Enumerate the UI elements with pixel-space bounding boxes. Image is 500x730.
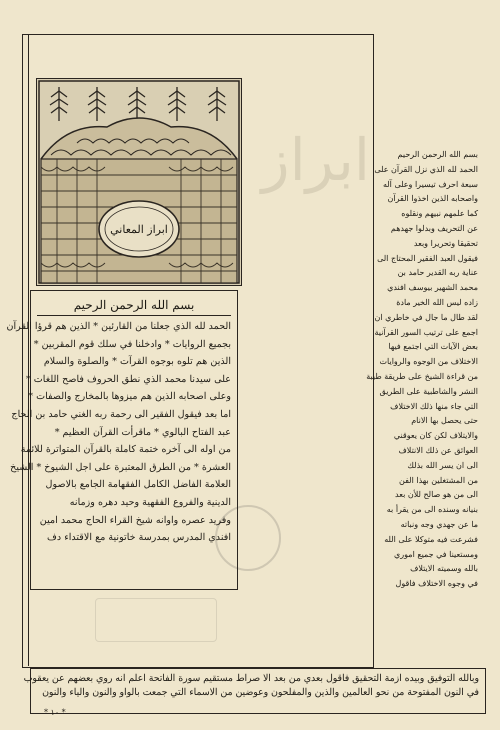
- finial-2: [88, 87, 106, 121]
- side-text-line: من المشتغلين بهذا الفن: [399, 475, 478, 485]
- main-text-line: بجميع الروايات * وادخلنا في سلك قوم المقربين *: [33, 338, 231, 350]
- side-text-line: من قراءة الشيخ على طريقة طيبة: [366, 371, 478, 381]
- side-text-line: واصحابه الذين اخذوا القرآن: [387, 194, 478, 204]
- main-text-line: الدينية والفروع الفقهية وحيد دهره وزمانه: [69, 496, 231, 508]
- side-text-line: لقد طال ما جال في خاطري ان: [374, 312, 478, 322]
- main-text-line: افندي المدرس بمدرسة خاتونية مع الاقتداء دف: [46, 532, 231, 544]
- main-text-line: الحمد لله الذي جعلنا من القارئين * الذين هم قرؤا القرآن: [6, 321, 231, 332]
- side-text-line: بنيانه وسنده الى من يقرأ به: [386, 505, 478, 515]
- main-text-line: اما بعد فيقول الفقير الى رحمة ربه الغني حامد بن الحاج: [11, 408, 231, 420]
- main-text-line: وفريد عصره واوانه شيخ القراء الحاج محمد امين: [39, 514, 231, 526]
- cartouche-title: ابراز المعاني: [110, 223, 168, 236]
- margin-rule: [28, 34, 29, 666]
- side-text-line: الى ان يسر الله بذلك: [407, 460, 478, 470]
- main-text-line: العشرة * من الطرق المعتبرة على اجل الشيوخ * الشيخ: [10, 461, 231, 473]
- side-text-line: سبعة احرف تيسيرا وعلى آله: [382, 179, 478, 189]
- main-text-box: [6, 290, 238, 590]
- side-text-line: الحمد لله الذي نزل القرآن على: [374, 164, 478, 174]
- main-text-line: العلامة الفاضل الكامل الفقهامة الجامع بالاصول: [45, 479, 231, 491]
- side-text-line: النشر والشاطبية على الطريق: [379, 386, 478, 396]
- footer-marker: * ١٠ *: [44, 708, 66, 717]
- ornament-artwork: [37, 79, 241, 285]
- side-text-line: والايتلاف لكن كان يعوقني: [393, 431, 478, 441]
- side-text-line: حتى يحصل بها الانام: [411, 416, 478, 426]
- side-text-line: محمد الشهير بيوسف افندي: [387, 283, 478, 293]
- bleed-through-title: ابراز: [261, 126, 370, 194]
- footer-text-line: وبالله التوفيق وبيده ازمة التحقيق فاقول بعدي من بعد الا صراط مستقيم سورة الفاتحة اعلم انه روي بعضهم عن يعقوب: [23, 673, 479, 684]
- main-text-line: وعلى اصحابه الذين هم ميزوها بالمخارج والصفات *: [28, 391, 231, 403]
- footer-text-line: في النون المفتوحة من نحو العالمين والذين والمفلحون وعوضين من الاسماء التي جمعت بالواو والنون والياء والنون: [42, 687, 479, 698]
- basmala-heading: بسم الله الرحمن الرحيم: [37, 297, 231, 316]
- main-text-line: عبد الفتاح البالوي * ماقرأت القرآن العظيم *: [54, 426, 231, 438]
- side-text-line: بعض الآيات التي اجتمع فيها: [388, 342, 478, 352]
- side-text-line: الى من هو صالح للأن بعد: [395, 490, 478, 500]
- side-text-line: بالله وسميته الايتلاف: [410, 564, 478, 574]
- side-text-line: تحقيقا وتحريرا وبعد: [413, 238, 478, 248]
- main-text-line: من اوله الى آخره ختمة كاملة بالقرآن المتواترة للائمة: [20, 444, 231, 456]
- side-text-line: فيقول العبد الفقير المحتاج الى: [377, 253, 478, 263]
- side-text-line: عناية ربه القدير حامد بن: [397, 268, 478, 278]
- side-text-line: بسم الله الرحمن الرحيم: [397, 150, 478, 159]
- side-text-line: زاده ليس الله الخير مادة: [396, 297, 478, 307]
- side-text-line: كما علمهم نبيهم ونقلوه: [401, 209, 478, 219]
- finial-5: [208, 87, 226, 121]
- side-text-line: في وجوه الاختلاف فاقول: [395, 579, 478, 589]
- side-text-line: ما عن جهدي وجه ونباته: [400, 519, 478, 529]
- finial-4: [168, 87, 186, 121]
- footer-text-box: [23, 668, 486, 714]
- main-text-line: الذين هم تلوه بوجوه القرآت * والصلوة والسلام: [43, 356, 231, 368]
- finial-3: [128, 87, 146, 121]
- finial-1: [50, 87, 68, 121]
- side-text-line: اجمع على ترتيب السور القرآنية: [374, 327, 478, 337]
- side-text-line: عن التحريف وبدلوا جهدهم: [390, 223, 478, 233]
- side-text-line: فشرعت فيه متوكلا على الله: [384, 534, 478, 544]
- side-text-column: [366, 148, 478, 592]
- side-text-line: ومستعينا في جميع اموري: [394, 549, 478, 559]
- side-text-line: الاختلاف من الوجوه والروايات: [379, 357, 478, 367]
- ornamental-header-panel: [36, 78, 242, 286]
- side-text-line: التي جاء منها ذلك الاختلاف: [390, 401, 478, 411]
- side-text-line: العوائق عن ذلك الانتلاف: [398, 445, 478, 455]
- main-text-line: على سيدنا محمد الذي نطق الحروف فاصح اللغات *: [25, 373, 231, 385]
